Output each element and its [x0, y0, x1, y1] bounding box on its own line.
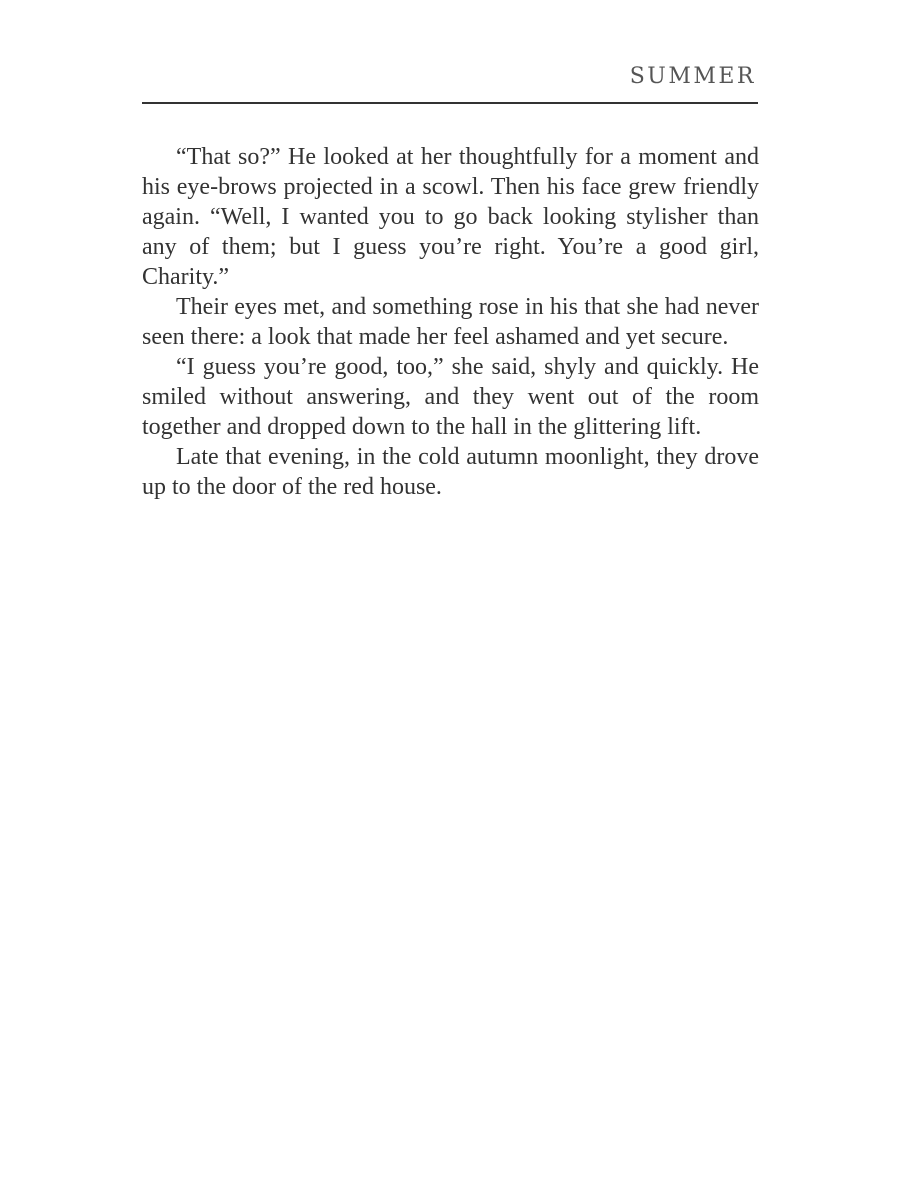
running-head [142, 58, 758, 104]
body-text [142, 142, 759, 502]
running-title: SUMMER [629, 64, 756, 89]
paragraph: “That so?” He looked at her thoughtfully for a moment and his eye-brows projected in a scowl. Then his face grew friendly again. “Well, I wanted you to go back looking stylisher than any of them; but I guess you’re right. You’re a good girl, Charity.” [142, 144, 759, 290]
paragraph: Their eyes met, and something rose in his that she had never seen there: a look that made her feel ashamed and yet secure. [142, 294, 759, 350]
paragraph: Late that evening, in the cold autumn moonlight, they drove up to the door of the red house. [142, 444, 759, 500]
paragraph: “I guess you’re good, too,” she said, shyly and quickly. He smiled without answering, and they went out of the room together and dropped down to the hall in the glittering lift. [142, 354, 759, 440]
